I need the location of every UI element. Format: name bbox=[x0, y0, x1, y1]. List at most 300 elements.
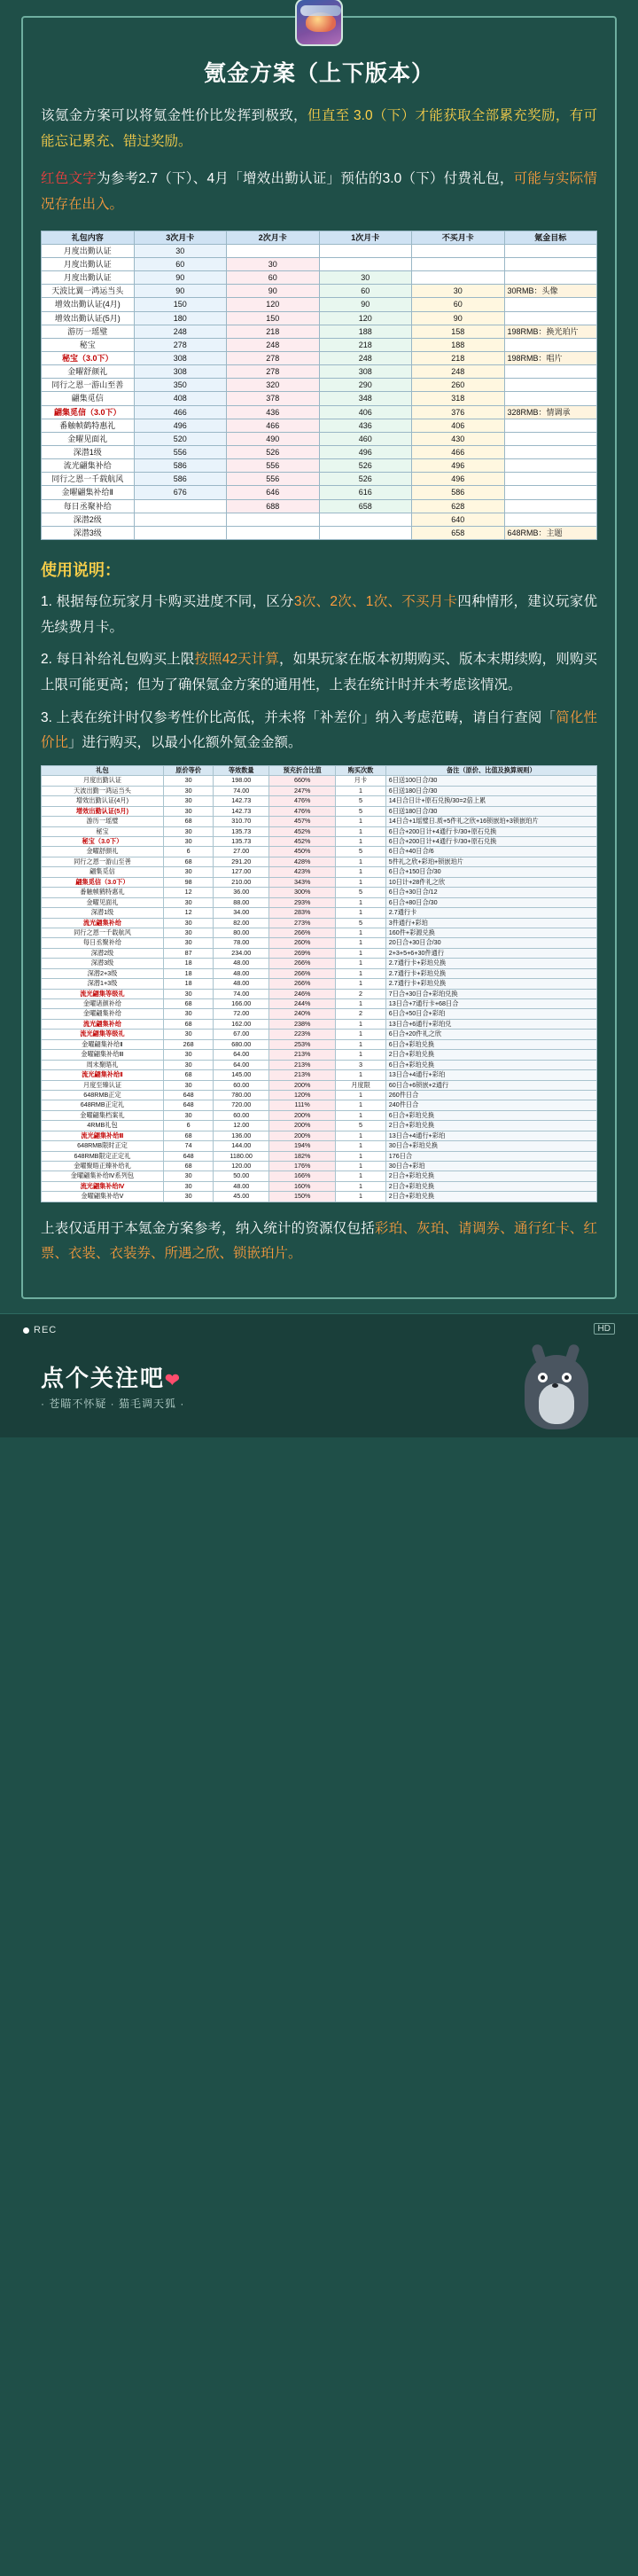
table-cell: 12.00 bbox=[214, 1121, 269, 1131]
table-row bbox=[42, 419, 597, 432]
table-cell: 646 bbox=[227, 486, 320, 499]
table-cell: 2.7通行卡+彩珀兑换 bbox=[385, 968, 596, 978]
table-cell: 428% bbox=[269, 857, 336, 866]
value-ratio-table-head bbox=[42, 765, 597, 775]
table-cell: 30 bbox=[163, 918, 213, 928]
table-cell: 248 bbox=[227, 338, 320, 351]
table-cell: 240% bbox=[269, 1009, 336, 1019]
table-row bbox=[42, 1009, 597, 1019]
table-cell: 688 bbox=[227, 499, 320, 513]
table-cell: 318 bbox=[412, 392, 505, 405]
table-cell: 268 bbox=[163, 1039, 213, 1049]
table-cell: 30 bbox=[163, 1060, 213, 1069]
table-cell: 1 bbox=[336, 1050, 385, 1060]
table-cell: 30 bbox=[163, 1171, 213, 1181]
intro-paragraph-2 bbox=[41, 167, 597, 217]
row-label: 深潜2+3级 bbox=[42, 968, 164, 978]
table-cell: 526 bbox=[227, 445, 320, 458]
subscribe-text bbox=[41, 1360, 182, 1393]
table-cell: 1 bbox=[336, 837, 385, 847]
page-title: 氪金方案（上下版本） bbox=[203, 61, 434, 86]
table-cell: 278 bbox=[134, 338, 227, 351]
table-row bbox=[42, 1050, 597, 1060]
table-cell bbox=[504, 473, 597, 486]
table-cell: 3 bbox=[336, 1060, 385, 1069]
table-cell: 244% bbox=[269, 999, 336, 1009]
table-row bbox=[42, 989, 597, 998]
table-cell: 18 bbox=[163, 959, 213, 968]
table-cell bbox=[319, 513, 412, 526]
table-cell: 200% bbox=[269, 1110, 336, 1120]
table-cell: 30 bbox=[319, 271, 412, 285]
table-cell: 680.00 bbox=[214, 1039, 269, 1049]
gift-package-table-head bbox=[42, 231, 597, 244]
table-cell: 496 bbox=[412, 473, 505, 486]
rec-label: REC bbox=[34, 1325, 58, 1336]
usage-heading: 使用说明： bbox=[41, 560, 121, 579]
table-cell: 30 bbox=[163, 1050, 213, 1060]
table-cell: 30 bbox=[163, 806, 213, 816]
usage-note-segment: 」进行购买，以最小化额外氪金金额。 bbox=[68, 735, 302, 751]
table-cell: 78.00 bbox=[214, 938, 269, 948]
table-cell: 13日合+6通行+彩珀兑 bbox=[385, 1019, 596, 1029]
table-cell: 1 bbox=[336, 979, 385, 989]
table-cell bbox=[504, 419, 597, 432]
table-cell: 150% bbox=[269, 1192, 336, 1202]
table-cell bbox=[504, 513, 597, 526]
row-label: 翩集觅信（3.0下） bbox=[42, 877, 164, 887]
table-row bbox=[42, 351, 597, 364]
table-cell bbox=[504, 392, 597, 405]
table-cell: 223% bbox=[269, 1030, 336, 1039]
table-cell: 520 bbox=[134, 432, 227, 445]
subscribe-label: 点个关注吧 bbox=[41, 1365, 166, 1392]
table-row bbox=[42, 1090, 597, 1100]
table-cell: 150 bbox=[227, 311, 320, 325]
value-ratio-table-wrap bbox=[41, 765, 597, 1202]
gift-package-table-body bbox=[42, 244, 597, 539]
table-row bbox=[42, 796, 597, 806]
table-cell: 616 bbox=[319, 486, 412, 499]
table-cell: 6 bbox=[163, 847, 213, 857]
table-cell: 2日合+彩珀兑换 bbox=[385, 1121, 596, 1131]
table-cell bbox=[227, 244, 320, 257]
table-cell: 2+3+5+6+30件通行 bbox=[385, 948, 596, 958]
table-cell: 30 bbox=[163, 826, 213, 836]
table-cell: 1 bbox=[336, 908, 385, 918]
table-cell: 260% bbox=[269, 938, 336, 948]
table-cell: 1 bbox=[336, 826, 385, 836]
table-cell: 466 bbox=[412, 445, 505, 458]
table-cell: 2日合+彩珀兑换 bbox=[385, 1181, 596, 1191]
table-cell: 5件礼之欣+彩珀+锁嵌珀片 bbox=[385, 857, 596, 866]
row-label: 同行之恩一游山至善 bbox=[42, 379, 135, 392]
table-cell: 291.20 bbox=[214, 857, 269, 866]
row-label: 每日丞聚补给 bbox=[42, 938, 164, 948]
table-cell: 676 bbox=[134, 486, 227, 499]
table-cell: 308 bbox=[134, 365, 227, 379]
table-cell: 月度限 bbox=[336, 1080, 385, 1090]
table-cell: 6日合+30日合/12 bbox=[385, 888, 596, 897]
table-cell bbox=[319, 526, 412, 539]
table-row bbox=[42, 857, 597, 866]
table-row bbox=[42, 888, 597, 897]
table-cell: 30 bbox=[163, 989, 213, 998]
table-row bbox=[42, 338, 597, 351]
table-cell: 68 bbox=[163, 817, 213, 826]
table-row bbox=[42, 867, 597, 877]
row-label: 翩集觅信 bbox=[42, 867, 164, 877]
row-label: 秘宝（3.0下） bbox=[42, 351, 135, 364]
intro-1-seg-2: 但直至 3.0（下）才能获取全部累充奖励，有可能忘记累充、错过奖励。 bbox=[41, 108, 597, 149]
table-cell: 260 bbox=[412, 379, 505, 392]
table-cell: 30 bbox=[227, 257, 320, 270]
table-cell: 30RMB：头像 bbox=[504, 285, 597, 298]
table-cell: 30 bbox=[412, 285, 505, 298]
table-cell: 1 bbox=[336, 938, 385, 948]
table-cell: 5 bbox=[336, 918, 385, 928]
table-cell: 378 bbox=[227, 392, 320, 405]
table-cell: 60.00 bbox=[214, 1080, 269, 1090]
table-cell: 648 bbox=[163, 1151, 213, 1161]
table-row bbox=[42, 928, 597, 937]
intro-1-seg-1: 该氪金方案可以将氪金性价比发挥到极致， bbox=[41, 108, 307, 123]
table-cell: 6日合+50日合+彩珀 bbox=[385, 1009, 596, 1019]
table-row bbox=[42, 392, 597, 405]
usage-note-item bbox=[41, 647, 597, 698]
row-label: 增效出勤认证(4月) bbox=[42, 298, 135, 311]
table-cell: 18 bbox=[163, 979, 213, 989]
table-cell: 160% bbox=[269, 1181, 336, 1191]
table-cell: 586 bbox=[134, 473, 227, 486]
game-emblem-icon bbox=[295, 0, 343, 46]
table-cell: 238% bbox=[269, 1019, 336, 1029]
column-header: 2次月卡 bbox=[227, 231, 320, 244]
table-cell: 234.00 bbox=[214, 948, 269, 958]
table-cell: 1 bbox=[336, 968, 385, 978]
table-row bbox=[42, 968, 597, 978]
table-cell: 253% bbox=[269, 1039, 336, 1049]
table-cell: 658 bbox=[412, 526, 505, 539]
table-row bbox=[42, 938, 597, 948]
table-cell: 210.00 bbox=[214, 877, 269, 887]
table-cell: 273% bbox=[269, 918, 336, 928]
table-cell: 48.00 bbox=[214, 979, 269, 989]
table-cell: 30 bbox=[163, 776, 213, 786]
table-cell: 27.00 bbox=[214, 847, 269, 857]
table-cell: 586 bbox=[412, 486, 505, 499]
table-cell: 30 bbox=[134, 244, 227, 257]
content-card bbox=[21, 16, 617, 1299]
table-cell: 68 bbox=[163, 1162, 213, 1171]
table-cell: 6日合+20件礼之欣 bbox=[385, 1030, 596, 1039]
table-cell: 2日合+彩珀兑换 bbox=[385, 1192, 596, 1202]
table-cell: 166.00 bbox=[214, 999, 269, 1009]
column-header: 备注（原价、比值及换算规则） bbox=[385, 765, 596, 775]
row-label: 番触帧鹤特惠礼 bbox=[42, 888, 164, 897]
table-row bbox=[42, 1171, 597, 1181]
table-cell: 1 bbox=[336, 1090, 385, 1100]
table-cell: 300% bbox=[269, 888, 336, 897]
rec-indicator bbox=[23, 1325, 57, 1335]
row-label: 金曜翩集补给Ⅱ bbox=[42, 1039, 164, 1049]
table-cell bbox=[504, 445, 597, 458]
table-cell: 290 bbox=[319, 379, 412, 392]
row-label: 金曜舒颜礼 bbox=[42, 365, 135, 379]
row-label: 深潜2级 bbox=[42, 513, 135, 526]
table-cell: 293% bbox=[269, 897, 336, 907]
table-cell: 30 bbox=[163, 837, 213, 847]
table-row bbox=[42, 817, 597, 826]
table-cell bbox=[227, 526, 320, 539]
table-cell bbox=[504, 459, 597, 473]
row-label: 流光翩集补给Ⅱ bbox=[42, 1070, 164, 1080]
table-cell: 213% bbox=[269, 1070, 336, 1080]
table-cell: 586 bbox=[134, 459, 227, 473]
table-cell: 7日合+30日合+彩珀兑换 bbox=[385, 989, 596, 998]
intro-2-seg-2: 为参考2.7（下）、4月「增效出勤认证」预估的3.0（下）付费礼包， bbox=[97, 171, 514, 187]
table-row bbox=[42, 1100, 597, 1110]
table-cell: 5 bbox=[336, 1121, 385, 1131]
totoro-icon bbox=[510, 1337, 603, 1429]
table-row bbox=[42, 979, 597, 989]
table-cell: 266% bbox=[269, 959, 336, 968]
table-cell: 406 bbox=[412, 419, 505, 432]
table-row bbox=[42, 445, 597, 458]
usage-note-segment: 1. 根据每位玩家月卡购买进度不同，区分 bbox=[41, 593, 294, 609]
table-cell bbox=[227, 513, 320, 526]
table-cell: 640 bbox=[412, 513, 505, 526]
table-cell: 2日合+彩珀兑换 bbox=[385, 1050, 596, 1060]
table-cell bbox=[504, 311, 597, 325]
table-cell: 266% bbox=[269, 968, 336, 978]
table-cell: 6日合+彩珀兑换 bbox=[385, 1110, 596, 1120]
table-cell: 145.00 bbox=[214, 1070, 269, 1080]
column-header: 购买次数 bbox=[336, 765, 385, 775]
table-cell: 60 bbox=[412, 298, 505, 311]
usage-note-item bbox=[41, 706, 597, 756]
table-row bbox=[42, 1121, 597, 1131]
table-cell: 660% bbox=[269, 776, 336, 786]
row-label: 增效出勤认证(5月) bbox=[42, 311, 135, 325]
table-cell: 142.73 bbox=[214, 806, 269, 816]
table-cell: 200% bbox=[269, 1080, 336, 1090]
table-cell bbox=[412, 244, 505, 257]
table-cell: 308 bbox=[319, 365, 412, 379]
table-cell: 30 bbox=[163, 1192, 213, 1202]
table-cell: 5 bbox=[336, 847, 385, 857]
usage-note-segment: 3次、2次、1次、不买月卡 bbox=[293, 593, 458, 609]
table-row bbox=[42, 1080, 597, 1090]
table-cell: 18 bbox=[163, 968, 213, 978]
row-label: 金曜翩集补给Ⅲ bbox=[42, 1050, 164, 1060]
table-cell: 188 bbox=[319, 325, 412, 338]
table-cell: 127.00 bbox=[214, 867, 269, 877]
table-cell: 496 bbox=[412, 459, 505, 473]
table-cell: 6日合+40日合/6 bbox=[385, 847, 596, 857]
table-cell: 135.73 bbox=[214, 826, 269, 836]
row-label: 增效出勤认证(4月) bbox=[42, 796, 164, 806]
row-label: 流光翩集补给Ⅳ bbox=[42, 1181, 164, 1191]
column-header: 1次月卡 bbox=[319, 231, 412, 244]
table-row bbox=[42, 325, 597, 338]
usage-notes bbox=[41, 590, 597, 756]
table-cell: 213% bbox=[269, 1060, 336, 1069]
table-cell: 90 bbox=[412, 311, 505, 325]
table-cell: 150 bbox=[134, 298, 227, 311]
row-label: 月度出勤认证 bbox=[42, 776, 164, 786]
footer-note-seg-2: 彩珀、灰珀、请调券、通行红卡、红票、衣装、衣装券、所遇之欣、锁嵌珀片。 bbox=[41, 1220, 597, 1262]
table-cell bbox=[504, 432, 597, 445]
table-cell: 720.00 bbox=[214, 1100, 269, 1110]
table-cell: 1 bbox=[336, 817, 385, 826]
row-label: 金曜见面礼 bbox=[42, 897, 164, 907]
table-cell: 111% bbox=[269, 1100, 336, 1110]
table-cell: 266% bbox=[269, 928, 336, 937]
usage-note-segment: 按照42天计算 bbox=[194, 652, 279, 668]
table-cell: 658 bbox=[319, 499, 412, 513]
table-cell: 120% bbox=[269, 1090, 336, 1100]
table-cell: 67.00 bbox=[214, 1030, 269, 1039]
table-cell: 2.7通行卡+彩珀兑换 bbox=[385, 979, 596, 989]
table-cell: 68 bbox=[163, 1070, 213, 1080]
row-label: 金曜翩集补给 bbox=[42, 1009, 164, 1019]
table-cell: 6日合+80日合/30 bbox=[385, 897, 596, 907]
table-cell: 628 bbox=[412, 499, 505, 513]
row-label: 金曜翩集补给Ⅴ bbox=[42, 1192, 164, 1202]
table-cell: 90 bbox=[134, 285, 227, 298]
table-cell: 2日合+彩珀兑换 bbox=[385, 1171, 596, 1181]
table-cell: 68 bbox=[163, 999, 213, 1009]
table-row bbox=[42, 1060, 597, 1069]
table-cell: 6日送100日合/30 bbox=[385, 776, 596, 786]
table-cell: 476% bbox=[269, 796, 336, 806]
table-cell: 34.00 bbox=[214, 908, 269, 918]
table-cell: 278 bbox=[227, 351, 320, 364]
usage-note-segment: 3. 上表在统计时仅参考性价比高低，并未将「补差价」纳入考虑范畴，请自行查阅「 bbox=[41, 709, 556, 725]
table-cell: 526 bbox=[319, 459, 412, 473]
row-label: 深潜1级 bbox=[42, 908, 164, 918]
bottom-bar bbox=[0, 1313, 638, 1437]
rec-dot-icon bbox=[23, 1327, 29, 1334]
table-cell: 248 bbox=[319, 351, 412, 364]
table-cell: 198RMB：唱片 bbox=[504, 351, 597, 364]
table-row bbox=[42, 837, 597, 847]
row-label: 深潜2级 bbox=[42, 948, 164, 958]
table-cell: 30 bbox=[163, 1110, 213, 1120]
table-cell: 120.00 bbox=[214, 1162, 269, 1171]
table-cell: 48.00 bbox=[214, 1181, 269, 1191]
table-cell: 45.00 bbox=[214, 1192, 269, 1202]
intro-2-seg-1: 红色文字 bbox=[41, 171, 97, 187]
table-cell: 1 bbox=[336, 1162, 385, 1171]
column-header: 礼包内容 bbox=[42, 231, 135, 244]
table-cell: 556 bbox=[227, 473, 320, 486]
table-cell: 72.00 bbox=[214, 1009, 269, 1019]
table-cell: 142.73 bbox=[214, 796, 269, 806]
table-cell: 452% bbox=[269, 826, 336, 836]
table-cell bbox=[504, 257, 597, 270]
table-cell: 74.00 bbox=[214, 989, 269, 998]
row-label: 流光翩集补给Ⅲ bbox=[42, 1131, 164, 1140]
row-label: 游历一瑶璧 bbox=[42, 817, 164, 826]
table-cell: 5 bbox=[336, 796, 385, 806]
table-cell: 30 bbox=[163, 897, 213, 907]
table-row bbox=[42, 1151, 597, 1161]
table-cell: 64.00 bbox=[214, 1050, 269, 1060]
table-cell: 48.00 bbox=[214, 968, 269, 978]
table-cell: 98 bbox=[163, 877, 213, 887]
table-row bbox=[42, 1162, 597, 1171]
table-cell: 68 bbox=[163, 857, 213, 866]
table-cell: 460 bbox=[319, 432, 412, 445]
table-cell: 1 bbox=[336, 786, 385, 795]
row-label: 金曜舒颜礼 bbox=[42, 847, 164, 857]
table-row bbox=[42, 1030, 597, 1039]
table-cell: 30 bbox=[163, 928, 213, 937]
table-cell: 6日合+150日合/30 bbox=[385, 867, 596, 877]
table-row bbox=[42, 244, 597, 257]
row-label: 金曜翩集补给Ⅱ bbox=[42, 486, 135, 499]
column-header: 不买月卡 bbox=[412, 231, 505, 244]
row-label: 月度出勤认证 bbox=[42, 257, 135, 270]
table-cell: 30 bbox=[163, 796, 213, 806]
table-cell: 283% bbox=[269, 908, 336, 918]
table-cell: 6日送180日合/30 bbox=[385, 806, 596, 816]
column-header: 原价等价 bbox=[163, 765, 213, 775]
row-label: 月度出勤认证 bbox=[42, 244, 135, 257]
table-cell: 10日计+28件礼之欣 bbox=[385, 877, 596, 887]
row-label: 流光翩集补给 bbox=[42, 459, 135, 473]
table-cell: 556 bbox=[227, 459, 320, 473]
row-label: 648RMB限定正定礼 bbox=[42, 1151, 164, 1161]
usage-note-segment: 四种情形，建议玩家优先续费月卡。 bbox=[41, 593, 597, 635]
table-row bbox=[42, 1192, 597, 1202]
table-cell bbox=[504, 338, 597, 351]
table-row bbox=[42, 285, 597, 298]
column-header: 氪金目标 bbox=[504, 231, 597, 244]
row-label: 流光翩集等级礼 bbox=[42, 1030, 164, 1039]
row-label: 秘宝 bbox=[42, 338, 135, 351]
table-cell: 457% bbox=[269, 817, 336, 826]
table-cell: 2 bbox=[336, 989, 385, 998]
table-cell: 30日合+彩珀 bbox=[385, 1162, 596, 1171]
table-cell: 60.00 bbox=[214, 1110, 269, 1120]
table-cell: 476% bbox=[269, 806, 336, 816]
column-header: 预充折合比值 bbox=[269, 765, 336, 775]
row-label: 周末聚晤礼 bbox=[42, 1060, 164, 1069]
table-cell: 30 bbox=[163, 786, 213, 795]
table-row bbox=[42, 826, 597, 836]
table-cell: 30 bbox=[163, 1009, 213, 1019]
row-label: 648RMB正定 bbox=[42, 1090, 164, 1100]
table-cell: 48.00 bbox=[214, 959, 269, 968]
table-cell: 30 bbox=[163, 1080, 213, 1090]
table-header-row bbox=[42, 765, 597, 775]
sub-caption: · 苍瞄不怀疑 · 猫毛调天狐 · bbox=[41, 1398, 185, 1411]
table-cell: 1 bbox=[336, 1141, 385, 1151]
table-cell: 162.00 bbox=[214, 1019, 269, 1029]
table-cell: 200% bbox=[269, 1131, 336, 1140]
table-row bbox=[42, 1039, 597, 1049]
table-cell: 1180.00 bbox=[214, 1151, 269, 1161]
usage-note-segment: 2. 每日补给礼包购买上限 bbox=[41, 652, 195, 668]
usage-note-item bbox=[41, 590, 597, 640]
table-cell: 1 bbox=[336, 1151, 385, 1161]
row-label: 同行之恩一游山至善 bbox=[42, 857, 164, 866]
table-cell bbox=[134, 513, 227, 526]
footer-note bbox=[41, 1217, 597, 1267]
